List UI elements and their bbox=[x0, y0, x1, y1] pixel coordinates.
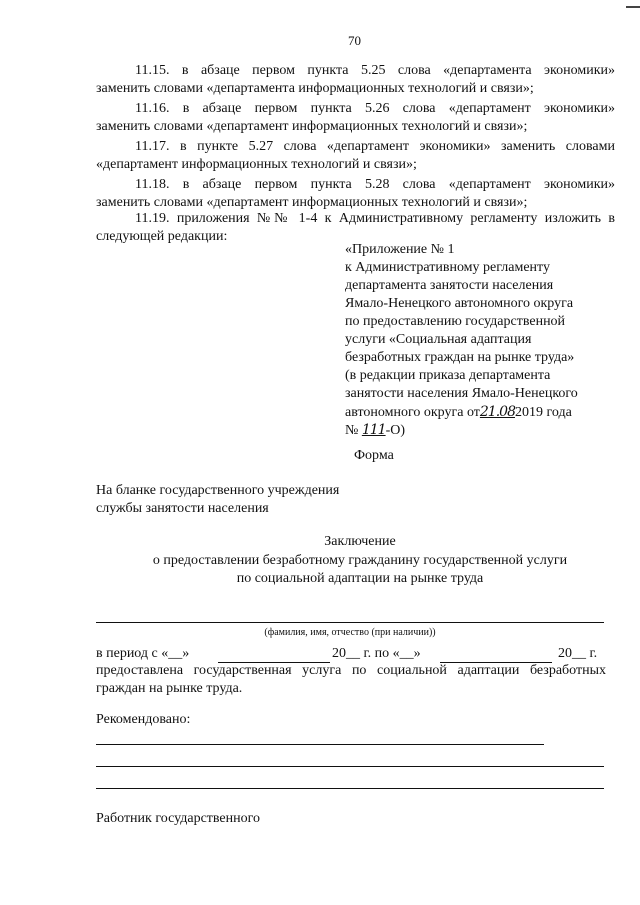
amendment-line: «департамент информационных технологий и связи»; bbox=[96, 157, 417, 172]
appendix-line: услуги «Социальная адаптация bbox=[345, 332, 532, 347]
appendix-line: (в редакции приказа департамента bbox=[345, 368, 551, 383]
appendix-line: к Административному регламенту bbox=[345, 260, 550, 275]
period-end: 20__ г. bbox=[558, 646, 598, 661]
appendix-number-suffix: -О) bbox=[385, 423, 406, 438]
period-line bbox=[96, 646, 606, 664]
amendment-line: 11.19. приложения №№ 1-4 к Административному регламенту изложить в bbox=[135, 211, 615, 226]
page-number: 70 bbox=[348, 33, 361, 48]
period-middle: 20__ г. по «__» bbox=[332, 646, 421, 661]
appendix-date-line bbox=[345, 404, 572, 421]
period-from-prefix: в период с «__» bbox=[96, 646, 190, 661]
amendment-line: заменить словами «департамент информационных технологий и связи»; bbox=[96, 195, 528, 210]
fio-line bbox=[96, 622, 604, 623]
recommended-line bbox=[96, 744, 544, 745]
appendix-line: Ямало-Ненецкого автономного округа bbox=[345, 296, 574, 311]
appendix-line: занятости населения Ямало-Ненецкого bbox=[345, 386, 578, 401]
form-label: Форма bbox=[354, 448, 394, 463]
appendix-line: безработных граждан на рынке труда» bbox=[345, 350, 575, 365]
provided-line: граждан на рынке труда. bbox=[96, 681, 243, 696]
amendment-line: заменить словами «департамент информационных технологий и связи»; bbox=[96, 119, 528, 134]
fio-caption: (фамилия, имя, отчество (при наличии)) bbox=[264, 627, 436, 638]
appendix-line: департамента занятости населения bbox=[345, 278, 554, 293]
recommended-line bbox=[96, 788, 604, 789]
amendment-line: 11.17. в пункте 5.27 слова «департамент экономики» заменить словами bbox=[135, 139, 615, 154]
recommended-label: Рекомендовано: bbox=[96, 712, 191, 727]
corner-mark bbox=[626, 6, 640, 8]
blank-note-line: На бланке государственного учреждения bbox=[96, 483, 340, 498]
appendix-number-line bbox=[345, 422, 405, 439]
appendix-date-prefix: автономного округа от bbox=[345, 405, 480, 420]
conclusion-subtitle: по социальной адаптации на рынке труда bbox=[236, 571, 484, 586]
amendment-line: 11.15. в абзаце первом пункта 5.25 слова «департамента экономики» bbox=[135, 63, 615, 78]
appendix-line: «Приложение № 1 bbox=[345, 242, 455, 257]
worker-label: Работник государственного bbox=[96, 811, 261, 826]
amendment-line: 11.18. в абзаце первом пункта 5.28 слова «департамент экономики» bbox=[135, 177, 615, 192]
blank-note-line: службы занятости населения bbox=[96, 501, 269, 516]
amendment-line: следующей редакции: bbox=[96, 229, 228, 244]
appendix-number-prefix: № bbox=[345, 423, 359, 438]
handwritten-date: 21.08 bbox=[479, 404, 515, 420]
appendix-line: по предоставлению государственной bbox=[345, 314, 566, 329]
recommended-line bbox=[96, 766, 604, 767]
handwritten-number: 111 bbox=[361, 422, 386, 438]
appendix-date-suffix: 2019 года bbox=[514, 405, 572, 420]
amendment-line: 11.16. в абзаце первом пункта 5.26 слова «департамент экономики» bbox=[135, 101, 615, 116]
provided-line: предоставлена государственная услуга по социальной адаптации безработных bbox=[96, 663, 606, 678]
conclusion-title: Заключение bbox=[324, 534, 396, 549]
amendment-line: заменить словами «департамента информационных технологий и связи»; bbox=[96, 81, 534, 96]
conclusion-subtitle: о предоставлении безработному гражданину государственной услуги bbox=[152, 553, 568, 568]
